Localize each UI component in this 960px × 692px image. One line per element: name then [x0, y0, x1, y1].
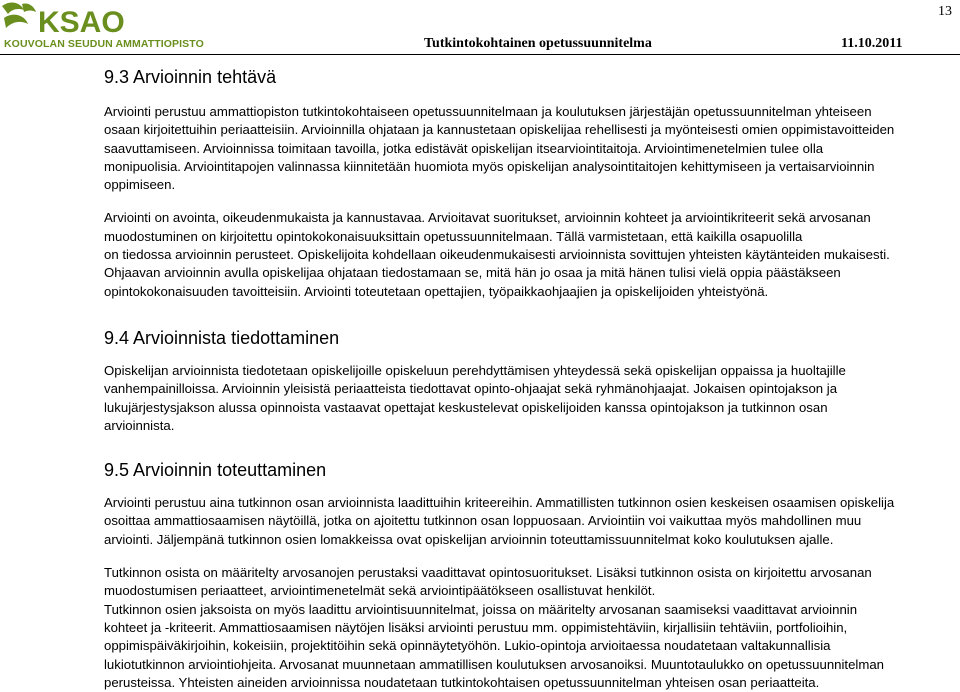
text-line: arviointi. Jäljempänä tutkinnon osien lomakkeissa ovat opiskelijan arvioinnin toteuttamissuunnitelmat koko koulutuksen ajalle. [104, 531, 834, 547]
text-line: Arviointi perustuu ammattiopiston tutkintokohtaiseen opetussuunnitelmaan ja koulutuksen järjestäjän opetussuunnitelman yhteiseen [104, 104, 872, 119]
text-line: osoittaa ammattiosaamisen näytöillä, jotka on ajoitettu tutkinnon osan loppuosaan. Arviointiin voi vaikuttaa myös mahdollinen muu [104, 513, 862, 529]
text-line: Tutkinnon osien jaksoista on myös laadittu arviointisuunnitelmat, joissa on määritelty arvosanan saamiseksi vaadittavat arvioinnin [104, 601, 858, 617]
text-line: Opiskelijan arvioinnista tiedotetaan opiskelijoille opiskeluun perehdyttämisen yhteydessä sekä opiskelijan oppaissa ja huoltajille [104, 362, 846, 378]
logo-subtitle: KOUVOLAN SEUDUN AMMATTIOPISTO [4, 38, 204, 50]
paragraph [104, 209, 954, 300]
text-line: lukujärjestysjakson alussa opinnoista vastaavat opettajat keskustelevat opiskelijoiden kanssa opintojakson ja tutkinnon osan [104, 399, 828, 415]
text-line: Tutkinnon osista on määritelty arvosanojen perustaksi vaadittavat opintosuoritukset. Lisäksi tutkinnon osista on kirjoitettu arvosanan [104, 565, 872, 581]
text-line: saavuttamiseen. Arvioinnissa toimitaan tavoilla, jotka edistävät opiskelijan itsearviointitaitoja. Arviointimenetelmien tulee olla [104, 140, 824, 156]
text-line: opintokokonaisuuden tavoitteisiin. Arviointi toteutetaan opettajien, työpaikkaohjaajien ja opiskelijoiden yhteistyönä. [104, 283, 769, 299]
page-number: 13 [938, 4, 952, 19]
text-line: Arviointi perustuu aina tutkinnon osan arvioinnista laadittuihin kriteereihin. Ammatillisten tutkinnon osien keskeisen osaamisen opiskelija [104, 495, 895, 511]
text-line: kohteet ja -kriteerit. Ammattiosaamisen näytöjen lisäksi arviointi perustuu mm. oppimistehtäviin, kirjallisiin tehtäviin, portfolioihin, [104, 619, 848, 635]
ksao-logo [0, 0, 236, 52]
section-heading-9-3: 9.3 Arvioinnin tehtävä [104, 67, 277, 87]
text-line: Arviointi on avointa, oikeudenmukaista ja kannustavaa. Arvioitavat suoritukset, arvioinnin kohteet ja arviointikriteerit sekä arvosanan [104, 210, 871, 226]
text-line: on tiedossa arvioinnin perusteet. Opiskelijoita kohdellaan oikeudenmukaisesti arvioinnista sovittujen yhteisten käytänteiden mukaisesti. [104, 247, 890, 263]
document-title: Tutkintokohtainen opetussuunnitelma [424, 36, 652, 51]
text-line: arvioinnista. [104, 417, 175, 433]
text-line: perusteissa. Yhteisten aineiden arvioinnissa noudatetaan tutkintokohtaisen opetussuunnitelman yhteisen osan periaatteita. [104, 674, 820, 690]
header-divider [0, 54, 960, 55]
text-line: vanhempainilloissa. Arvioinnin yleisistä periaatteista tiedottavat opinto-ohjaajat sekä ryhmänohjaajat. Jokaisen opintojakson ja [104, 381, 838, 397]
page-body [104, 63, 954, 692]
text-line: muodostuminen on kirjoitettu opintokokonaisuuksittain opetussuunnitelmaan. Tällä varmistetaan, että kaikilla osapuolilla [104, 228, 803, 244]
paragraph [104, 564, 954, 692]
paragraph [104, 494, 954, 549]
document-date: 11.10.2011 [841, 36, 903, 51]
text-line: muodostumisen periaatteet, arviointimenetelmät sekä arviointipäätökseen osallistuvat henkilöt. [104, 583, 656, 599]
text-line: lukiotutkinnon arviointiohjeita. Arvosanat muunnetaan ammatillisen koulutuksen arvosanoiksi. Muuntotaulukko on opetussuunnitelman [104, 656, 884, 672]
paragraph [104, 362, 954, 435]
text-line: osaan kirjoitettuihin periaatteisiin. Arvioinnilla ohjataan ja kannustetaan opiskelijaa rehellisesti ja myönteisesti omien oppimistavoitteiden [104, 122, 895, 138]
section-heading-9-4: 9.4 Arvioinnista tiedottaminen [104, 327, 340, 348]
text-line: monipuolisia. Arviointitapojen valinnassa kiinnitetään huomiota myös opiskelijan analysointitaitojen kehittymiseen ja vertaisarvioinnin [104, 158, 875, 174]
text-line: oppimiseen. [104, 177, 176, 193]
paragraph [104, 103, 954, 194]
text-line: oppimispäiväkirjoihin, kokeisiin, projektitöihin sekä opinnäytetyöhön. Lukio-opintoja arvioitaessa noudatetaan valtakunnallisia [104, 638, 831, 654]
text-line: Ohjaavan arvioinnin avulla opiskelijaa ohjataan tiedostamaan se, mitä hän jo osaa ja mitä hänen tulisi vielä oppia päästäkseen [104, 265, 841, 281]
logo-wordmark: KSAO [38, 6, 125, 39]
section-heading-9-5: 9.5 Arvioinnin toteuttaminen [104, 460, 327, 481]
